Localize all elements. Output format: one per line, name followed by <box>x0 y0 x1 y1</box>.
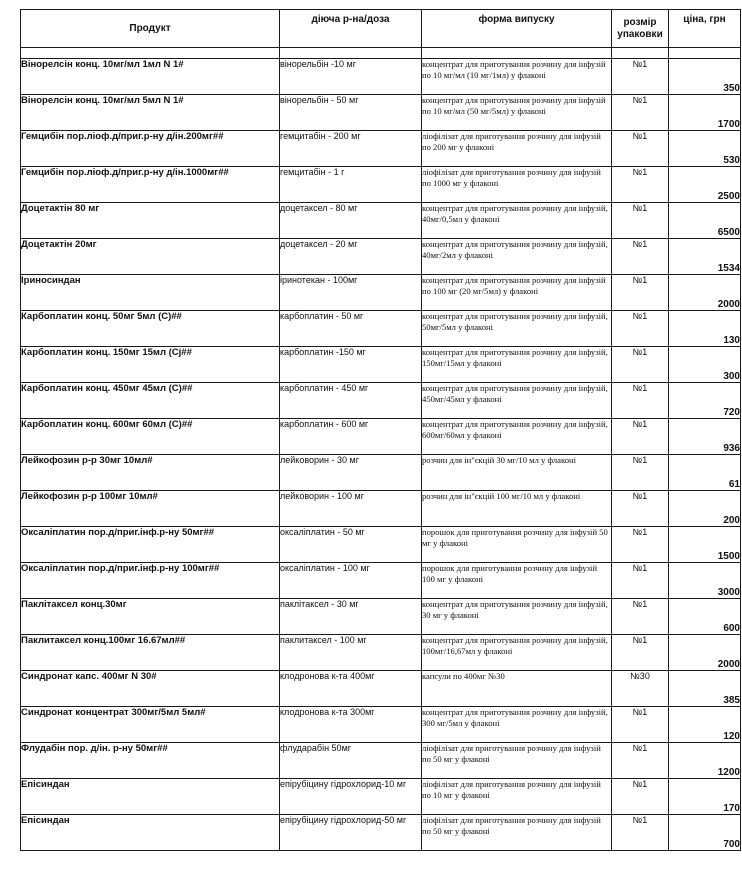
release-form: концентрат для приготування розчину для інфузій, 50мг/5мл у флаконі <box>422 311 612 347</box>
price-value: 350 <box>669 59 741 95</box>
release-form: концентрат для приготування розчину для інфузій по 10 мг/мл (10 мг/1мл) у флаконі <box>422 59 612 95</box>
table-row <box>21 59 741 95</box>
price-list-sheet <box>20 9 742 851</box>
active-substance: лейковорин - 100 мг <box>280 491 422 527</box>
product-name: Синдронат капс. 400мг N 30# <box>21 671 280 707</box>
pack-size: №1 <box>612 455 669 491</box>
release-form: концентрат для приготування розчину для інфузій, 150мг/15мл у флаконі <box>422 347 612 383</box>
table-row <box>21 743 741 779</box>
product-name: Оксаліплатин пор.д/приг.інф.р-ну 100мг## <box>21 563 280 599</box>
active-substance: карбоплатин - 450 мг <box>280 383 422 419</box>
pack-size: №1 <box>612 599 669 635</box>
header-form: форма випуску <box>422 10 612 48</box>
release-form: концентрат для приготування розчину для інфузій, 30 мг у флаконі <box>422 599 612 635</box>
active-substance: вінорельбін -10 мг <box>280 59 422 95</box>
release-form: концентрат для приготування розчину для інфузій, 450мг/45мл у флаконі <box>422 383 612 419</box>
price-value: 1500 <box>669 527 741 563</box>
pack-size: №1 <box>612 239 669 275</box>
price-value: 600 <box>669 599 741 635</box>
active-substance: флударабін 50мг <box>280 743 422 779</box>
table-row <box>21 527 741 563</box>
active-substance: доцетаксел - 20 мг <box>280 239 422 275</box>
pack-size: №1 <box>612 131 669 167</box>
price-value: 130 <box>669 311 741 347</box>
price-value: 385 <box>669 671 741 707</box>
product-name: Флудабін пор. д/ін. р-ну 50мг## <box>21 743 280 779</box>
active-substance: доцетаксел - 80 мг <box>280 203 422 239</box>
table-row <box>21 167 741 203</box>
product-name: Карбоплатин конц. 50мг 5мл (С)## <box>21 311 280 347</box>
active-substance: клодронова к-та 300мг <box>280 707 422 743</box>
release-form: концентрат для приготування розчину для інфузій, 300 мг/5мл у флаконі <box>422 707 612 743</box>
price-value: 2000 <box>669 275 741 311</box>
table-row <box>21 779 741 815</box>
active-substance: оксаліплатин - 50 мг <box>280 527 422 563</box>
table-row <box>21 131 741 167</box>
table-row <box>21 455 741 491</box>
table-row <box>21 347 741 383</box>
product-name: Доцетактін 80 мг <box>21 203 280 239</box>
release-form: концентрат для приготування розчину для інфузій, 100мг/16,67мл у флаконі <box>422 635 612 671</box>
product-name: Карбоплатин конц. 450мг 45мл (С)## <box>21 383 280 419</box>
table-row <box>21 599 741 635</box>
pack-size: №1 <box>612 419 669 455</box>
release-form: порошок для приготування розчину для інфузій 100 мг у флаконі <box>422 563 612 599</box>
header-product: Продукт <box>21 10 280 48</box>
active-substance: іринотекан - 100мг <box>280 275 422 311</box>
product-name: Епісиндан <box>21 779 280 815</box>
product-name: Гемцибін пор.ліоф.д/приг.р-ну д/ін.200мг## <box>21 131 280 167</box>
price-table <box>20 9 741 851</box>
header-price: ціна, грн <box>669 10 741 48</box>
active-substance: оксаліплатин - 100 мг <box>280 563 422 599</box>
table-row <box>21 275 741 311</box>
pack-size: №1 <box>612 635 669 671</box>
active-substance: вінорельбін - 50 мг <box>280 95 422 131</box>
table-body <box>21 48 741 851</box>
price-value: 530 <box>669 131 741 167</box>
active-substance: карбоплатин - 50 мг <box>280 311 422 347</box>
table-row <box>21 635 741 671</box>
pack-size: №1 <box>612 527 669 563</box>
header-substance: діюча р-на/доза <box>280 10 422 48</box>
release-form: концентрат для приготування розчину для інфузій по 100 мг (20 мг/5мл) у флаконі <box>422 275 612 311</box>
release-form: концентрат для приготування розчину для інфузій, 40мг/2мл у флаконі <box>422 239 612 275</box>
release-form: ліофілізат для приготування розчину для інфузій по 50 мг у флаконі <box>422 815 612 851</box>
active-substance: епірубіцину гідрохлорид-10 мг <box>280 779 422 815</box>
price-value: 120 <box>669 707 741 743</box>
product-name: Лейкофозин р-р 100мг 10мл# <box>21 491 280 527</box>
release-form: концентрат для приготування розчину для інфузій по 10 мг/мл (50 мг/5мл) у флаконі <box>422 95 612 131</box>
pack-size: №1 <box>612 311 669 347</box>
active-substance: карбоплатин -150 мг <box>280 347 422 383</box>
table-row <box>21 563 741 599</box>
active-substance: епірубіцину гідрохлорид-50 мг <box>280 815 422 851</box>
pack-size: №1 <box>612 95 669 131</box>
release-form: ліофілізат для приготування розчину для інфузій по 1000 мг у флаконі <box>422 167 612 203</box>
price-value: 200 <box>669 491 741 527</box>
price-value: 1534 <box>669 239 741 275</box>
release-form: капсули по 400мг №30 <box>422 671 612 707</box>
pack-size: №30 <box>612 671 669 707</box>
price-value: 6500 <box>669 203 741 239</box>
active-substance: карбоплатин - 600 мг <box>280 419 422 455</box>
price-value: 170 <box>669 779 741 815</box>
header-pack: розмір упаковки <box>612 10 669 48</box>
pack-size: №1 <box>612 707 669 743</box>
product-name: Карбоплатин конц. 600мг 60мл (С)## <box>21 419 280 455</box>
pack-size: №1 <box>612 743 669 779</box>
pack-size: №1 <box>612 383 669 419</box>
table-row <box>21 311 741 347</box>
table-header <box>21 10 741 48</box>
active-substance: лейковорин - 30 мг <box>280 455 422 491</box>
pack-size: №1 <box>612 779 669 815</box>
price-value: 700 <box>669 815 741 851</box>
pack-size: №1 <box>612 815 669 851</box>
price-value: 61 <box>669 455 741 491</box>
product-name: Вінорелсін конц. 10мг/мл 5мл N 1# <box>21 95 280 131</box>
table-row <box>21 707 741 743</box>
pack-size: №1 <box>612 491 669 527</box>
price-value: 2000 <box>669 635 741 671</box>
price-value: 300 <box>669 347 741 383</box>
product-name: Карбоплатин конц. 150мг 15мл (Cj## <box>21 347 280 383</box>
release-form: концентрат для приготування розчину для інфузій, 40мг/0,5мл у флаконі <box>422 203 612 239</box>
release-form: ліофілізат для приготування розчину для інфузій по 10 мг у флаконі <box>422 779 612 815</box>
price-value: 1200 <box>669 743 741 779</box>
table-row <box>21 203 741 239</box>
product-name: Паклитаксел конц.100мг 16.67мл## <box>21 635 280 671</box>
pack-size: №1 <box>612 167 669 203</box>
active-substance: гемцитабін - 1 г <box>280 167 422 203</box>
release-form: розчин для ін"єкцій 100 мг/10 мл у флаконі <box>422 491 612 527</box>
product-name: Доцетактін 20мг <box>21 239 280 275</box>
price-value: 720 <box>669 383 741 419</box>
pack-size: №1 <box>612 275 669 311</box>
pack-size: №1 <box>612 59 669 95</box>
active-substance: паклитаксел - 100 мг <box>280 635 422 671</box>
release-form: концентрат для приготування розчину для інфузій, 600мг/60мл у флаконі <box>422 419 612 455</box>
product-name: Паклітаксел конц.30мг <box>21 599 280 635</box>
product-name: Епісиндан <box>21 815 280 851</box>
product-name: Іриносиндан <box>21 275 280 311</box>
price-value: 2500 <box>669 167 741 203</box>
pack-size: №1 <box>612 563 669 599</box>
active-substance: клодронова к-та 400мг <box>280 671 422 707</box>
price-value: 3000 <box>669 563 741 599</box>
active-substance: гемцитабін - 200 мг <box>280 131 422 167</box>
pack-size: №1 <box>612 347 669 383</box>
table-row <box>21 419 741 455</box>
release-form: ліофілізат для приготування розчину для інфузій по 50 мг у флаконі <box>422 743 612 779</box>
table-row <box>21 95 741 131</box>
price-value: 936 <box>669 419 741 455</box>
table-row <box>21 239 741 275</box>
table-row <box>21 815 741 851</box>
table-row <box>21 491 741 527</box>
product-name: Синдронат концентрат 300мг/5мл 5мл# <box>21 707 280 743</box>
product-name: Оксаліплатин пор.д/приг.інф.р-ну 50мг## <box>21 527 280 563</box>
product-name: Гемцибін пор.ліоф.д/приг.р-ну д/ін.1000мг## <box>21 167 280 203</box>
pack-size: №1 <box>612 203 669 239</box>
table-row <box>21 671 741 707</box>
product-name: Лейкофозин р-р 30мг 10мл# <box>21 455 280 491</box>
release-form: ліофілізат для приготування розчину для інфузій по 200 мг у флаконі <box>422 131 612 167</box>
product-name: Вінорелсін конц. 10мг/мл 1мл N 1# <box>21 59 280 95</box>
active-substance: паклітаксел - 30 мг <box>280 599 422 635</box>
release-form: порошок для приготування розчину для інфузій 50 мг у флаконі <box>422 527 612 563</box>
spacer-row <box>21 48 741 59</box>
price-value: 1700 <box>669 95 741 131</box>
release-form: розчин для ін"єкцій 30 мг/10 мл у флаконі <box>422 455 612 491</box>
table-row <box>21 383 741 419</box>
